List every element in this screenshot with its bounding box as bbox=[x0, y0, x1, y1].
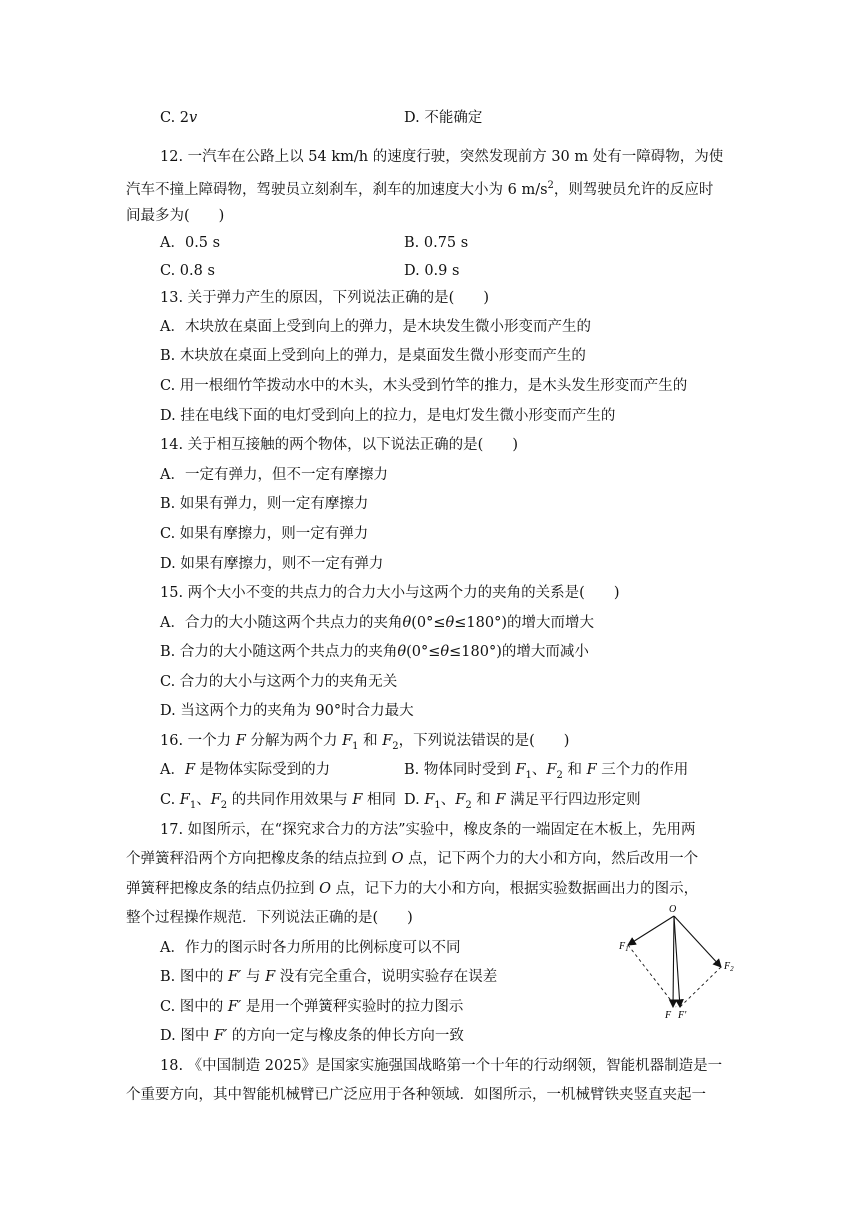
label-f1: $F_1$ bbox=[619, 941, 629, 953]
q18-stem-line-2: 个重要方向，其中智能机械臂已广泛应用于各种领域．如图所示，一机械臂铁夹竖直夹起一 bbox=[126, 1087, 706, 1103]
q14-option-d: D. 如果有摩擦力，则不一定有弹力 bbox=[160, 556, 384, 572]
label-f2: $F_2$ bbox=[724, 961, 734, 973]
q16-option-d: D. $F_1$、$F_2$ 和 F 满足平行四边形定则 bbox=[404, 792, 641, 811]
q13-option-d: D. 挂在电线下面的电灯受到向上的拉力，是电灯发生微小形变而产生的 bbox=[160, 408, 616, 424]
q12-stem-line-1: 12. 一汽车在公路上以 54 km/h 的速度行驶，突然发现前方 30 m 处有一障碍物，为使 bbox=[160, 149, 724, 165]
q16-option-a: A．F 是物体实际受到的力 bbox=[160, 762, 331, 778]
q18-stem-line-1: 18. 《中国制造 2025》是国家实施强国战略第一个十年的行动纲领，智能机器制造是一 bbox=[160, 1058, 723, 1074]
q13-option-a: A．木块放在桌面上受到向上的弹力，是木块发生微小形变而产生的 bbox=[160, 319, 591, 335]
q13-option-c: C. 用一根细竹竿拨动水中的木头，木头受到竹竿的推力，是木头发生形变而产生的 bbox=[160, 378, 688, 394]
label-f: F bbox=[665, 1010, 672, 1021]
q12-option-c: C. 0.8 s bbox=[160, 263, 215, 279]
q17-stem-line-1: 17. 如图所示，在“探究求合力的方法”实验中，橡皮条的一端固定在木板上，先用两 bbox=[160, 822, 696, 838]
f-prime-arrow bbox=[674, 916, 680, 1007]
q12-stem-line-2: 汽车不撞上障碍物，驾驶员立刻刹车，刹车的加速度大小为 6 $m/s^2$，则驾驶员允许的反应时 bbox=[126, 180, 714, 198]
label-f-prime: F' bbox=[678, 1010, 687, 1021]
q17-stem-line-2: 个弹簧秤沿两个方向把橡皮条的结点拉到 O 点，记下两个力的大小和方向，然后改用一个 bbox=[126, 851, 699, 867]
q16-stem: 16. 一个力 F 分解为两个力 $F_1$ 和 $F_2$，下列说法错误的是( ) bbox=[160, 733, 570, 752]
q16-option-b: B. 物体同时受到 $F_1$、$F_2$ 和 F 三个力的作用 bbox=[404, 762, 689, 781]
q13-stem: 13. 关于弹力产生的原因，下列说法正确的是( ) bbox=[160, 290, 489, 306]
q12-option-b: B. 0.75 s bbox=[404, 235, 469, 251]
q16-option-c: C. $F_1$、$F_2$ 的共同作用效果与 F 相同 bbox=[160, 792, 397, 811]
q12-option-d: D. 0.9 s bbox=[404, 263, 460, 279]
label-o: O bbox=[669, 904, 677, 915]
q15-option-d: D. 当这两个力的夹角为 90°时合力最大 bbox=[160, 703, 414, 719]
q17-option-d: D. 图中 F′ 的方向一定与橡皮条的伸长方向一致 bbox=[160, 1028, 464, 1044]
q17-option-c: C. 图中的 F′ 是用一个弹簧秤实验时的拉力图示 bbox=[160, 999, 464, 1015]
q13-option-b: B. 木块放在桌面上受到向上的弹力，是桌面发生微小形变而产生的 bbox=[160, 348, 586, 364]
q15-option-b: B. 合力的大小随这两个共点力的夹角θ(0°≤θ≤180°)的增大而减小 bbox=[160, 644, 589, 660]
q15-stem: 15. 两个大小不变的共点力的合力大小与这两个力的夹角的关系是( ) bbox=[160, 585, 620, 601]
q14-stem: 14. 关于相互接触的两个物体，以下说法正确的是( ) bbox=[160, 437, 518, 453]
q17-stem-line-4: 整个过程操作规范．下列说法正确的是( ) bbox=[126, 910, 413, 926]
q11-option-c: C. 2v bbox=[160, 110, 198, 126]
f-arrow bbox=[673, 916, 674, 1007]
dashed-edge-left bbox=[628, 945, 676, 1007]
q12-option-a: A．0.5 s bbox=[160, 235, 221, 251]
q17-option-b: B. 图中的 F′ 与 F 没有完全重合，说明实验存在误差 bbox=[160, 969, 498, 985]
q14-option-b: B. 如果有弹力，则一定有摩擦力 bbox=[160, 496, 369, 512]
q11-option-d: D. 不能确定 bbox=[404, 110, 483, 126]
q17-stem-line-3: 弹簧秤把橡皮条的结点仍拉到 O 点，记下力的大小和方向，根据实验数据画出力的图示， bbox=[126, 881, 699, 897]
f2-arrow bbox=[674, 916, 721, 967]
q17-option-a: A．作力的图示时各力所用的比例标度可以不同 bbox=[160, 940, 461, 956]
q14-option-c: C. 如果有摩擦力，则一定有弹力 bbox=[160, 526, 369, 542]
q15-option-a: A．合力的大小随这两个共点力的夹角θ(0°≤θ≤180°)的增大而增大 bbox=[160, 615, 594, 631]
dashed-edge-right bbox=[680, 967, 721, 1007]
q12-stem-line-3: 间最多为( ) bbox=[126, 208, 225, 224]
f1-arrow bbox=[628, 916, 674, 945]
q15-option-c: C. 合力的大小与这两个力的夹角无关 bbox=[160, 674, 398, 690]
q14-option-a: A．一定有弹力，但不一定有摩擦力 bbox=[160, 467, 388, 483]
force-parallelogram-figure bbox=[610, 900, 745, 1025]
